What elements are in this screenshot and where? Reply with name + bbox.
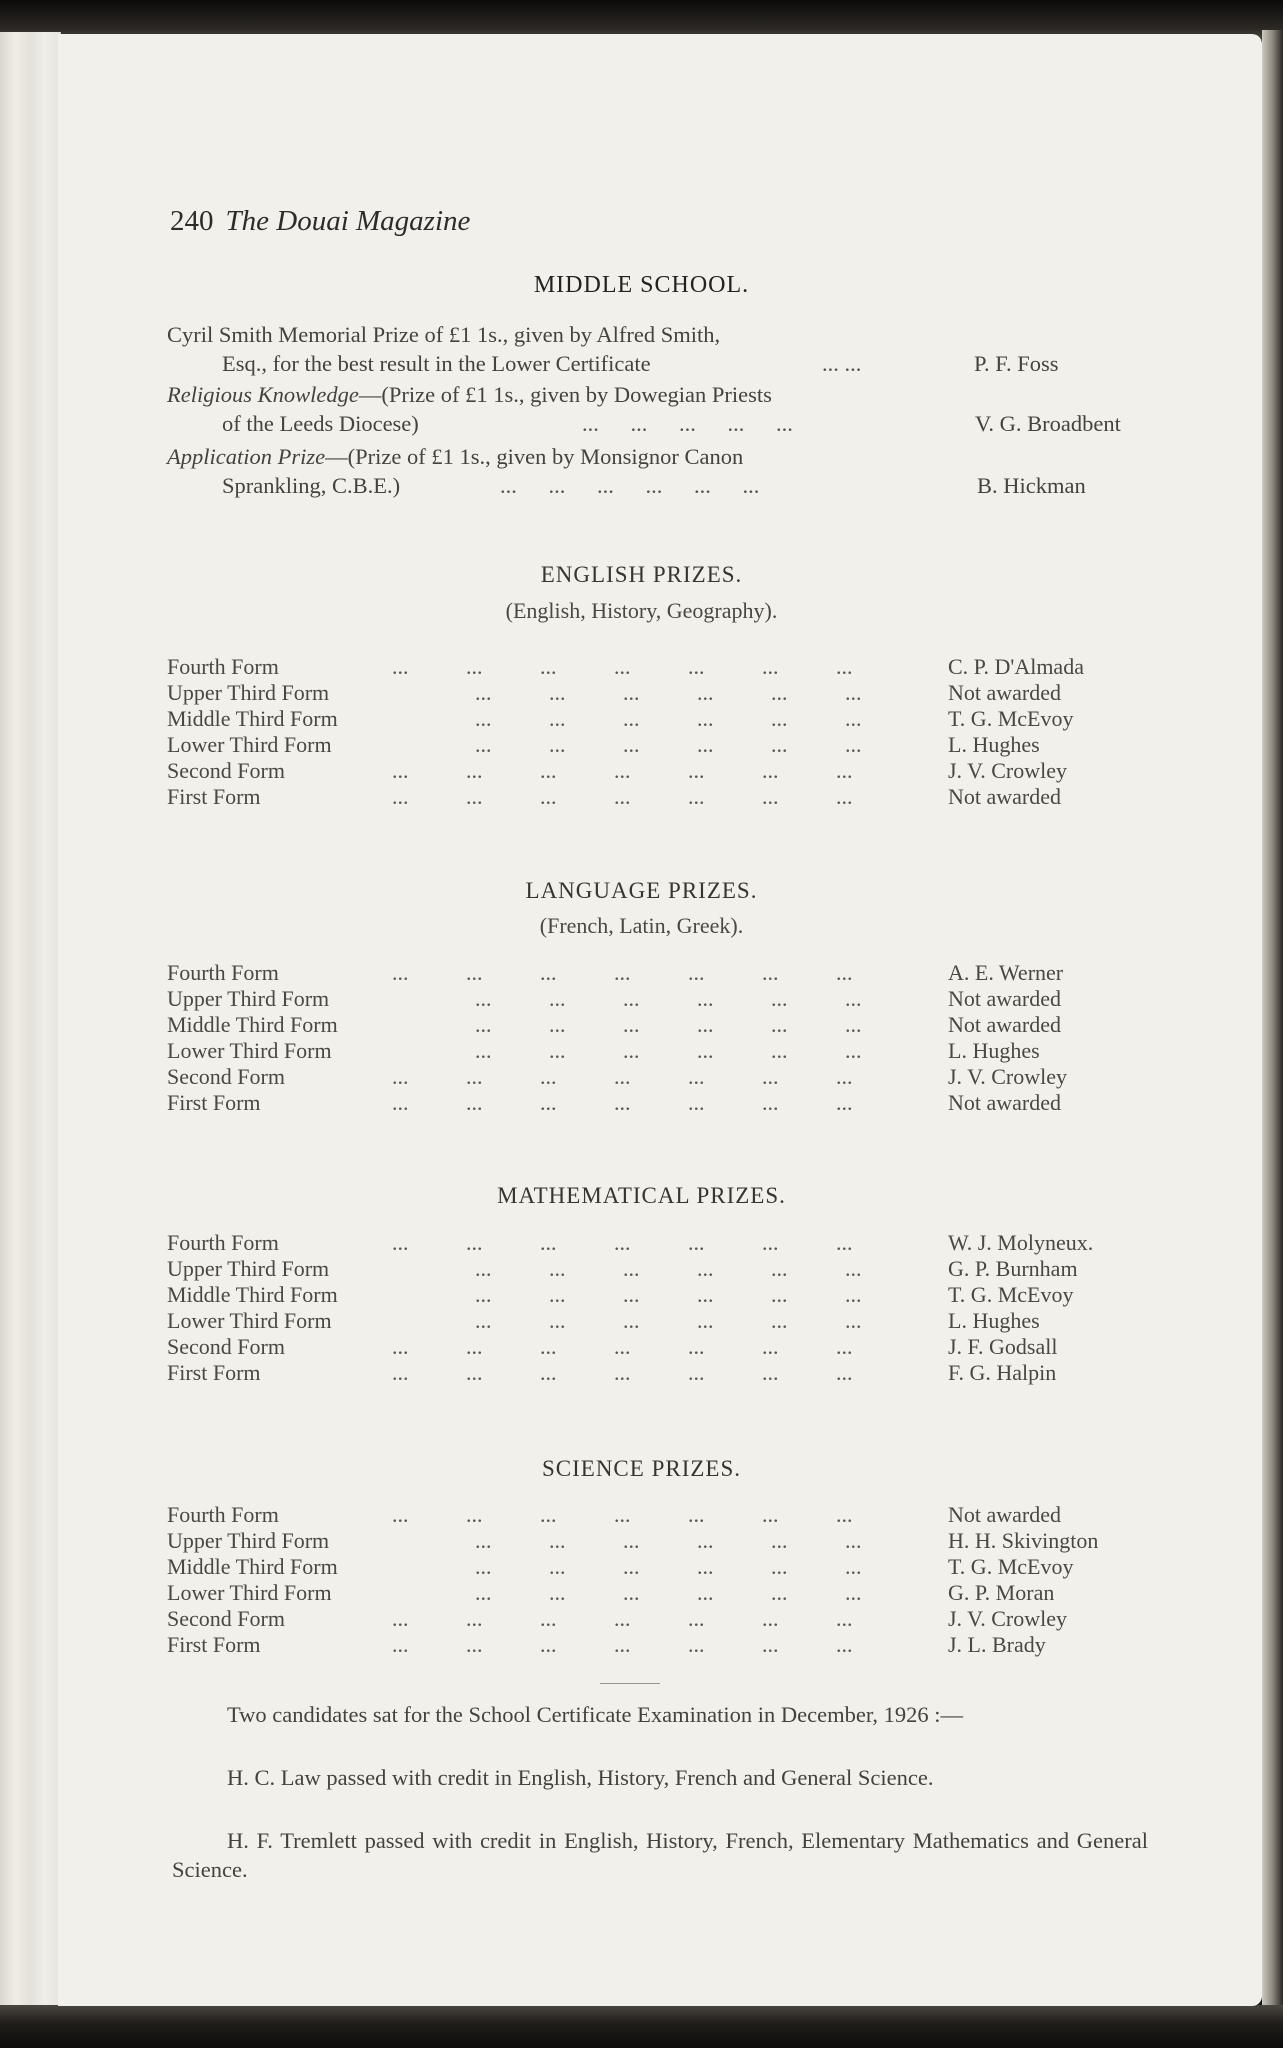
winner-name: C. P. D'Almada <box>948 654 1084 679</box>
form-name: Lower Third Form <box>167 1580 332 1605</box>
leader-dots: ... ... ... ... ... ... ... <box>392 1606 853 1631</box>
exam-paragraph: Two candidates sat for the School Certificate Examination in December, 1926 :— <box>227 1702 964 1727</box>
form-name: Fourth Form <box>167 654 279 679</box>
winner-name: F. G. Halpin <box>948 1360 1057 1385</box>
prize-row <box>167 1064 1167 1091</box>
leader-dots: ... ... ... ... ... ... <box>475 1580 862 1605</box>
winner-name: H. H. Skivington <box>948 1528 1099 1553</box>
form-name: Middle Third Form <box>167 1554 338 1579</box>
prize-row <box>167 1502 1167 1529</box>
leader-dots: ... ... ... ... ... ... ... <box>392 1334 853 1359</box>
form-name: Second Form <box>167 1064 285 1089</box>
prize-row <box>167 732 1167 759</box>
leader-dots: ... ... ... ... ... ... <box>475 1528 862 1553</box>
magazine-title: The Douai Magazine <box>225 205 471 237</box>
winner-name: J. F. Godsall <box>948 1334 1058 1359</box>
exam-paragraph: H. F. Tremlett passed with credit in English, History, French, Elementary Mathematics and General Science. <box>172 1828 1148 1882</box>
page-number: 240 <box>170 205 214 237</box>
form-name: First Form <box>167 1632 261 1657</box>
winner-name: T. G. McEvoy <box>948 706 1074 731</box>
middle-school-title: MIDDLE SCHOOL. <box>533 272 750 298</box>
winner-name: L. Hughes <box>948 1308 1040 1333</box>
section-divider <box>600 1683 660 1684</box>
prize-row <box>167 1632 1167 1659</box>
science-prizes-title: SCIENCE PRIZES. <box>541 1456 742 1481</box>
book-spine-edge <box>1262 30 1283 2015</box>
prize-row <box>167 1282 1167 1309</box>
winner-name: L. Hughes <box>948 732 1040 757</box>
winner-name: Not awarded <box>948 680 1062 705</box>
form-name: Middle Third Form <box>167 1012 338 1037</box>
leader-dots: ... ... ... ... ... ... ... <box>392 758 853 783</box>
prize-row <box>167 1256 1167 1283</box>
winner-name: J. V. Crowley <box>948 758 1067 783</box>
prize-row <box>167 1580 1167 1607</box>
prize-row <box>167 1334 1167 1361</box>
form-name: First Form <box>167 1360 261 1385</box>
leader-dots: ... ... ... ... ... ... <box>475 706 862 731</box>
form-name: Lower Third Form <box>167 1308 332 1333</box>
leader-dots: ... ... ... ... ... ... <box>500 473 760 498</box>
form-name: Middle Third Form <box>167 1282 338 1307</box>
entry-line1: Cyril Smith Memorial Prize of £1 1s., given by Alfred Smith, <box>167 322 721 347</box>
winner-name: T. G. McEvoy <box>948 1554 1074 1579</box>
prize-entry <box>167 380 1167 438</box>
prize-row <box>167 986 1167 1013</box>
form-name: Fourth Form <box>167 1502 279 1527</box>
entry-line1: —(Prize of £1 1s., given by Dowegian Priests <box>358 382 772 407</box>
entry-line2: Sprankling, C.B.E.) <box>222 473 401 498</box>
form-name: Upper Third Form <box>167 1528 330 1553</box>
prize-row <box>167 758 1167 785</box>
form-name: Lower Third Form <box>167 732 332 757</box>
prize-row <box>167 706 1167 733</box>
winner-name: J. L. Brady <box>948 1632 1046 1657</box>
entry-line2: of the Leeds Diocese) <box>222 411 419 436</box>
prize-entry <box>167 320 1167 378</box>
winner-name: Not awarded <box>948 986 1062 1011</box>
entry-italic: Application Prize <box>167 444 326 469</box>
winner-name: B. Hickman <box>977 473 1086 498</box>
prize-row <box>167 680 1167 707</box>
winner-name: J. V. Crowley <box>948 1606 1067 1631</box>
entry-line1: —(Prize of £1 1s., given by Monsignor Canon <box>325 444 744 469</box>
prize-row <box>167 1606 1167 1633</box>
winner-name: L. Hughes <box>948 1038 1040 1063</box>
leader-dots: ... ... <box>822 351 862 376</box>
leader-dots: ... ... ... ... ... ... ... <box>392 1502 853 1527</box>
prize-row <box>167 1360 1167 1387</box>
language-prizes-title: LANGUAGE PRIZES. <box>525 878 758 903</box>
form-name: Upper Third Form <box>167 1256 330 1281</box>
running-head <box>170 205 470 238</box>
leader-dots: ... ... ... ... ... ... <box>475 1282 862 1307</box>
leader-dots: ... ... ... ... ... ... <box>475 1012 862 1037</box>
mathematical-prizes-title: MATHEMATICAL PRIZES. <box>497 1183 786 1208</box>
form-name: Upper Third Form <box>167 986 330 1011</box>
leader-dots: ... ... ... ... ... ... ... <box>392 1230 853 1255</box>
form-name: Fourth Form <box>167 960 279 985</box>
winner-name: V. G. Broadbent <box>975 411 1121 436</box>
form-name: Second Form <box>167 758 285 783</box>
winner-name: J. V. Crowley <box>948 1064 1067 1089</box>
page-stack-edge <box>0 32 61 2010</box>
winner-name: Not awarded <box>948 1502 1062 1527</box>
form-name: Middle Third Form <box>167 706 338 731</box>
leader-dots: ... ... ... ... ... ... ... <box>392 1360 853 1385</box>
form-name: First Form <box>167 1090 261 1115</box>
leader-dots: ... ... ... ... ... ... ... <box>392 960 853 985</box>
prize-row <box>167 1090 1167 1117</box>
winner-name: T. G. McEvoy <box>948 1282 1074 1307</box>
entry-line2: Esq., for the best result in the Lower Certificate <box>222 351 651 376</box>
form-name: Lower Third Form <box>167 1038 332 1063</box>
form-name: Upper Third Form <box>167 680 330 705</box>
form-name: Fourth Form <box>167 1230 279 1255</box>
leader-dots: ... ... ... ... ... ... ... <box>392 1064 853 1089</box>
winner-name: Not awarded <box>948 784 1062 809</box>
exam-paragraph: H. C. Law passed with credit in English, History, French and General Science. <box>227 1765 934 1790</box>
entry-italic: Religious Knowledge <box>167 382 359 407</box>
leader-dots: ... ... ... ... ... ... <box>475 1256 862 1281</box>
winner-name: G. P. Moran <box>948 1580 1055 1605</box>
prize-row <box>167 1528 1167 1555</box>
language-prizes-subtitle: (French, Latin, Greek). <box>539 913 744 938</box>
english-prizes-title: ENGLISH PRIZES. <box>540 562 743 587</box>
winner-name: G. P. Burnham <box>948 1256 1078 1281</box>
prize-row <box>167 654 1167 681</box>
leader-dots: ... ... ... ... ... ... <box>475 986 862 1011</box>
winner-name: P. F. Foss <box>974 351 1059 376</box>
leader-dots: ... ... ... ... ... ... ... <box>392 654 853 679</box>
english-prizes-subtitle: (English, History, Geography). <box>505 598 778 623</box>
form-name: Second Form <box>167 1606 285 1631</box>
prize-row <box>167 1308 1167 1335</box>
leader-dots: ... ... ... ... ... ... <box>475 1038 862 1063</box>
winner-name: Not awarded <box>948 1012 1062 1037</box>
winner-name: W. J. Molyneux. <box>948 1230 1094 1255</box>
winner-name: Not awarded <box>948 1090 1062 1115</box>
prize-row <box>167 960 1167 987</box>
leader-dots: ... ... ... ... ... <box>582 411 793 436</box>
prize-row <box>167 1038 1167 1065</box>
form-name: First Form <box>167 784 261 809</box>
prize-row <box>167 1012 1167 1039</box>
leader-dots: ... ... ... ... ... ... <box>475 680 862 705</box>
leader-dots: ... ... ... ... ... ... ... <box>392 1090 853 1115</box>
leader-dots: ... ... ... ... ... ... ... <box>392 1632 853 1657</box>
prize-row <box>167 1230 1167 1257</box>
prize-row <box>167 784 1167 811</box>
leader-dots: ... ... ... ... ... ... <box>475 1554 862 1579</box>
prize-entry <box>167 442 1167 500</box>
book-cover-bottom <box>0 2005 1283 2048</box>
leader-dots: ... ... ... ... ... ... <box>475 1308 862 1333</box>
leader-dots: ... ... ... ... ... ... <box>475 732 862 757</box>
leader-dots: ... ... ... ... ... ... ... <box>392 784 853 809</box>
prize-row <box>167 1554 1167 1581</box>
winner-name: A. E. Werner <box>948 960 1064 985</box>
form-name: Second Form <box>167 1334 285 1359</box>
